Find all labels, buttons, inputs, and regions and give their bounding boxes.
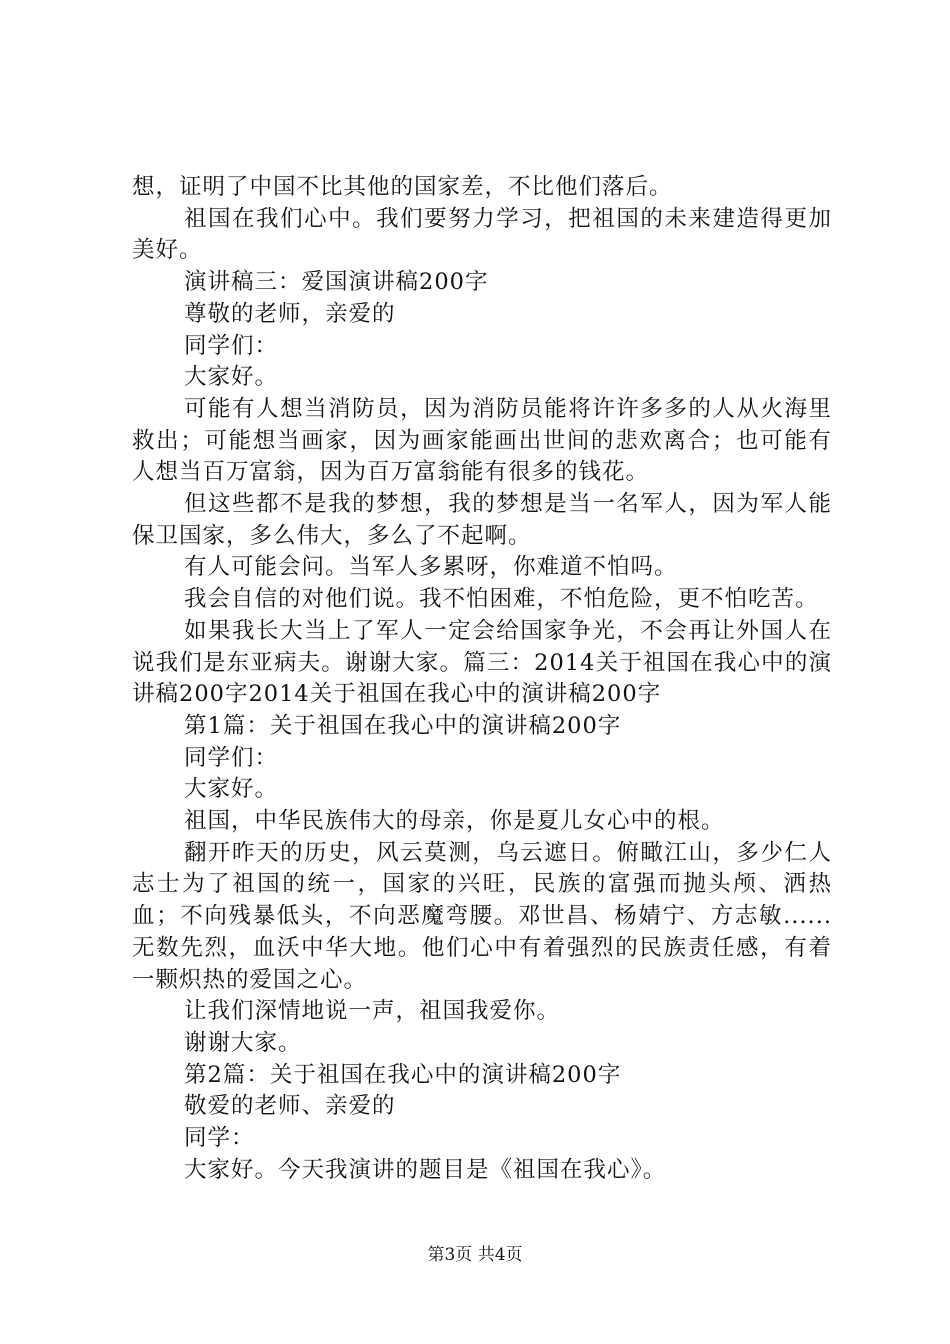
greeting: 大家好。 — [184, 364, 279, 391]
section-heading: 演讲稿三：爱国演讲稿200字 — [184, 269, 489, 296]
salutation: 同学们： — [184, 744, 279, 771]
paragraph: 翻开昨天的历史，风云莫测，乌云遮日。俯瞰江山，多少仁人志士为了祖国的统一，国家的兴旺，民族的富强而抛头颅、洒热血；不向残暴低头，不向恶魔弯腰。邓世昌、杨婧宁、方志敏......无数先烈，血沃中华大地。他们心中有着强烈的民族责任感，有着一颗炽热的爱国之心。 — [132, 839, 832, 993]
salutation: 同学们： — [184, 332, 279, 359]
salutation: 敬爱的老师、亲爱的 — [184, 1093, 396, 1120]
greeting: 大家好。 — [184, 776, 279, 803]
document-body — [132, 172, 832, 1187]
page-number-footer: 第3页 共4页 — [427, 1245, 523, 1265]
section-heading: 第1篇：关于祖国在我心中的演讲稿200字 — [184, 712, 622, 739]
paragraph: 可能有人想当消防员，因为消防员能将许许多多的人从火海里救出；可能想当画家，因为画家能画出世间的悲欢离合；也可能有人想当百万富翁，因为百万富翁能有很多的钱花。 — [132, 395, 832, 486]
section-heading: 第2篇：关于祖国在我心中的演讲稿200字 — [184, 1061, 622, 1088]
paragraph: 但这些都不是我的梦想，我的梦想是当一名军人，因为军人能保卫国家，多么伟大，多么了不起啊。 — [132, 491, 832, 549]
paragraph: 大家好。今天我演讲的题目是《祖国在我心》。 — [184, 1156, 667, 1183]
paragraph: 有人可能会问。当军人多累呀，你难道不怕吗。 — [184, 554, 678, 581]
closing: 谢谢大家。 — [184, 1029, 302, 1056]
paragraph: 我会自信的对他们说。我不怕困难，不怕危险，更不怕吃苦。 — [184, 586, 819, 613]
salutation: 尊敬的老师，亲爱的 — [184, 300, 396, 327]
paragraph: 如果我长大当上了军人一定会给国家争光，不会再让外国人在说我们是东亚病夫。谢谢大家。篇三：2014关于祖国在我心中的演讲稿200字2014关于祖国在我心中的演讲稿200字 — [132, 617, 832, 708]
paragraph: 让我们深情地说一声，祖国我爱你。 — [184, 998, 561, 1025]
salutation: 同学： — [184, 1125, 255, 1152]
paragraph: 祖国，中华民族伟大的母亲，你是夏儿女心中的根。 — [184, 808, 725, 835]
paragraph: 想，证明了中国不比其他的国家差，不比他们落后。 — [132, 174, 673, 200]
paragraph: 祖国在我们心中。我们要努力学习，把祖国的未来建造得更加美好。 — [132, 205, 832, 264]
